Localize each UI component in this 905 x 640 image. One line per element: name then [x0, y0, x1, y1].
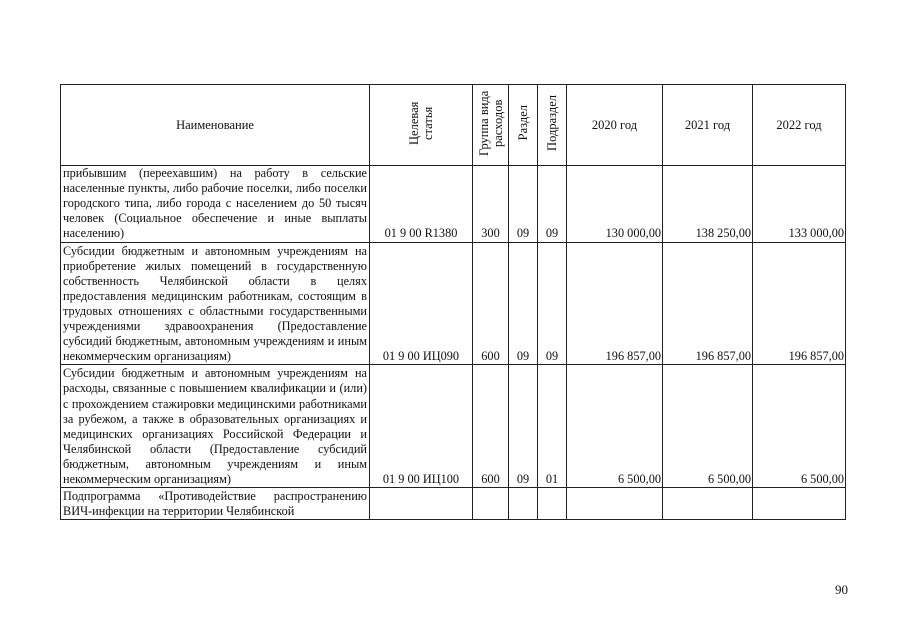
table-row-continuation: [61, 488, 846, 520]
row-expense-group: 600: [473, 242, 509, 365]
row-2022: 6 500,00: [753, 365, 846, 488]
header-2021: 2021 год: [663, 85, 753, 166]
empty-cell: [753, 488, 846, 520]
row-section: 09: [509, 365, 538, 488]
row-subsection: 09: [538, 242, 567, 365]
budget-table: [60, 84, 846, 520]
empty-cell: [473, 488, 509, 520]
row-name-continuation: [61, 488, 370, 520]
row-2020: 130 000,00: [567, 166, 663, 242]
row-expense-group: 300: [473, 166, 509, 242]
row-section: 09: [509, 242, 538, 365]
row-2020: 6 500,00: [567, 365, 663, 488]
row-2021: 6 500,00: [663, 365, 753, 488]
row-2020: 196 857,00: [567, 242, 663, 365]
header-2020: 2020 год: [567, 85, 663, 166]
row-name: Субсидии бюджетным и автономным учреждениям на расходы, связанные с повышением квалификации и (или) с прохождением стажировки медицинскими работниками за рубежом, а также в образовательных организациях и медицинских организациях Российской Федерации и Челябинской области (Предоставление субсидий бюджетным, автономным учреждениям и иным некоммерческим организациям): [61, 365, 370, 488]
empty-cell: [370, 488, 473, 520]
header-subsection-label: Подраздел: [545, 95, 559, 151]
header-expense-group: [473, 85, 509, 166]
continuation-text: Подпрограмма «Противодействие распространению ВИЧ-инфекции на территории Челябинской: [63, 489, 367, 519]
row-name: Субсидии бюджетным и автономным учреждениям на приобретение жилых помещений в государственную собственность Челябинской области в целях предоставления медицинским работникам, состоящим в трудовых отношениях с областными государственными учреждениями здравоохранения (Предоставление субсидий бюджетным, автономным учреждениям и иным некоммерческим организациям): [61, 242, 370, 365]
row-section: 09: [509, 166, 538, 242]
header-name: Наименование: [61, 85, 370, 166]
row-target-article: 01 9 00 ИЦ100: [370, 365, 473, 488]
empty-cell: [663, 488, 753, 520]
row-target-article: 01 9 00 ИЦ090: [370, 242, 473, 365]
header-expense-group-label: Группа вида расходов: [476, 90, 505, 156]
header-subsection: [538, 85, 567, 166]
row-target-article: 01 9 00 R1380: [370, 166, 473, 242]
row-2021: 138 250,00: [663, 166, 753, 242]
row-subsection: 01: [538, 365, 567, 488]
table-row: [61, 166, 846, 242]
row-subsection: 09: [538, 166, 567, 242]
row-2022: 133 000,00: [753, 166, 846, 242]
page-number: 90: [835, 582, 848, 597]
empty-cell: [538, 488, 567, 520]
table-body: [61, 166, 846, 520]
table-header: [61, 85, 846, 166]
header-target-article: [370, 85, 473, 166]
row-2022: 196 857,00: [753, 242, 846, 365]
empty-cell: [509, 488, 538, 520]
row-expense-group: 600: [473, 365, 509, 488]
table-row: [61, 242, 846, 365]
header-target-article-label: Целевая статья: [407, 101, 435, 145]
table-row: [61, 365, 846, 488]
row-name: прибывшим (переехавшим) на работу в сельские населенные пункты, либо рабочие поселки, либо поселки городского типа, либо города с населением до 50 тысяч человек (Социальное обеспечение и иные выплаты населению): [61, 166, 370, 242]
empty-cell: [567, 488, 663, 520]
header-section: [509, 85, 538, 166]
header-2022: 2022 год: [753, 85, 846, 166]
header-section-label: Раздел: [516, 105, 530, 141]
row-2021: 196 857,00: [663, 242, 753, 365]
